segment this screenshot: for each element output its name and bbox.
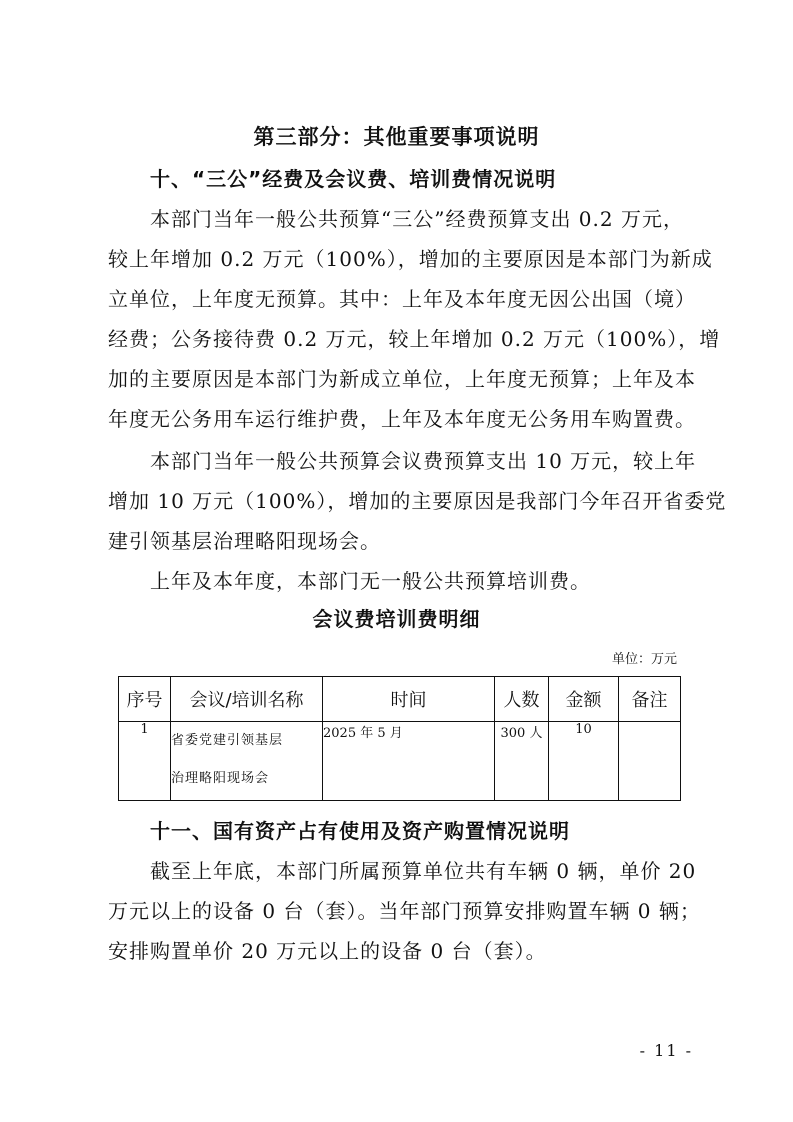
section-10-heading: 十、“三公”经费及会议费、培训费情况说明: [150, 167, 557, 191]
part-title: 第三部分：其他重要事项说明: [253, 125, 540, 149]
cell-note: [619, 722, 681, 801]
table-row: [119, 722, 681, 801]
table-title: 会议费培训费明细: [312, 607, 481, 631]
header-name: 会议/培训名称: [171, 677, 323, 722]
paragraph-line: 安排购置单价 20 万元以上的设备 0 台（套）。: [108, 939, 547, 963]
paragraph-line: 立单位，上年度无预算。其中：上年及本年度无因公出国（境）: [108, 287, 696, 311]
cell-no: 1: [119, 722, 171, 801]
cell-time: 2025 年 5 月: [323, 722, 495, 801]
paragraph-line: 本部门当年一般公共预算“三公”经费预算支出 0.2 万元，: [150, 207, 684, 231]
paragraph-line: 加的主要原因是本部门为新成立单位，上年度无预算；上年及本: [108, 367, 696, 391]
header-note: 备注: [619, 677, 681, 722]
paragraph-line: 上年及本年度，本部门无一般公共预算培训费。: [150, 569, 591, 593]
cell-name-line2: 治理略阳现场会: [171, 771, 270, 786]
header-people: 人数: [495, 677, 549, 722]
paragraph-line: 较上年增加 0.2 万元（100%），增加的主要原因是本部门为新成: [108, 247, 713, 271]
cell-people: 300 人: [495, 722, 549, 801]
table-unit: 单位：万元: [611, 652, 677, 667]
paragraph-line: 年度无公务用车运行维护费，上年及本年度无公务用车购置费。: [108, 407, 696, 431]
paragraph-line: 经费；公务接待费 0.2 万元，较上年增加 0.2 万元（100%），增: [108, 327, 721, 351]
paragraph-line: 截至上年底，本部门所属预算单位共有车辆 0 辆，单价 20: [150, 859, 697, 883]
paragraph-line: 本部门当年一般公共预算会议费预算支出 10 万元，较上年: [150, 449, 697, 473]
cell-name: [171, 722, 323, 801]
header-time: 时间: [323, 677, 495, 722]
meeting-training-fee-table: [118, 676, 681, 801]
page-number: - 11 -: [639, 1041, 693, 1060]
section-11-heading: 十一、国有资产占有使用及资产购置情况说明: [150, 819, 570, 843]
cell-amount: 10: [549, 722, 619, 801]
header-amount: 金额: [549, 677, 619, 722]
paragraph-line: 增加 10 万元（100%），增加的主要原因是我部门今年召开省委党: [108, 489, 727, 513]
cell-name-line1: 省委党建引领基层: [171, 733, 284, 748]
paragraph-line: 万元以上的设备 0 台（套）。当年部门预算安排购置车辆 0 辆；: [108, 899, 701, 923]
table-header-row: [119, 677, 681, 722]
paragraph-line: 建引领基层治理略阳现场会。: [108, 529, 381, 553]
header-no: 序号: [119, 677, 171, 722]
